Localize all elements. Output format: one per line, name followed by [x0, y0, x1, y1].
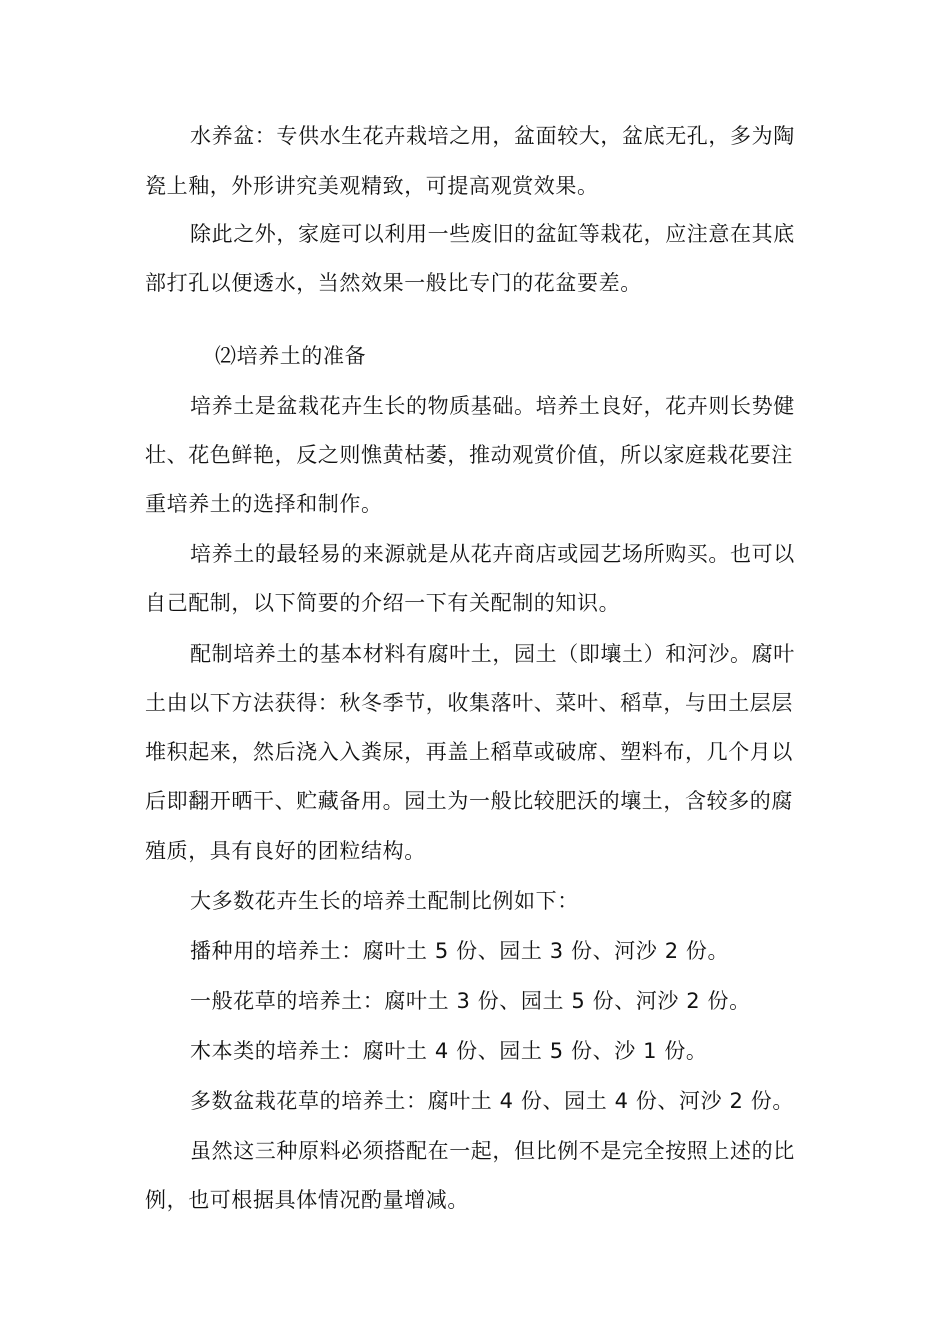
paragraph-line: 部打孔以便透水，当然效果一般比专门的花盆要差。	[145, 271, 642, 295]
paragraph-line: 殖质，具有良好的团粒结构。	[145, 839, 426, 863]
recipe-line: 一般花草的培养土：腐叶土 3 份、园土 5 份、河沙 2 份。	[190, 989, 751, 1013]
paragraph-line: 后即翻开晒干、贮藏备用。园土为一般比较肥沃的壤土，含较多的腐	[145, 789, 793, 813]
recipe-line: 播种用的培养土：腐叶土 5 份、园土 3 份、河沙 2 份。	[190, 939, 730, 963]
section-heading: ⑵培养土的准备	[215, 344, 367, 368]
paragraph-line: 自己配制，以下简要的介绍一下有关配制的知识。	[145, 591, 621, 615]
paragraph-line: 配制培养土的基本材料有腐叶土，园土（即壤土）和河沙。腐叶	[190, 642, 795, 666]
paragraph-line: 例，也可根据具体情况酌量增减。	[145, 1188, 469, 1212]
paragraph-line: 培养土是盆栽花卉生长的物质基础。培养土良好，花卉则长势健	[190, 394, 795, 418]
paragraph-line: 大多数花卉生长的培养土配制比例如下：	[190, 889, 579, 913]
paragraph-line: 瓷上釉，外形讲究美观精致，可提高观赏效果。	[145, 174, 599, 198]
paragraph-line: 培养土的最轻易的来源就是从花卉商店或园艺场所购买。也可以	[190, 542, 795, 566]
paragraph-line: 壮、花色鲜艳，反之则憔黄枯萎，推动观赏价值，所以家庭栽花要注	[145, 443, 793, 467]
recipe-line: 多数盆栽花草的培养土：腐叶土 4 份、园土 4 份、河沙 2 份。	[190, 1089, 794, 1113]
paragraph-line: 堆积起来，然后浇入入粪尿，再盖上稻草或破席、塑料布，几个月以	[145, 740, 793, 764]
paragraph-line: 除此之外，家庭可以利用一些废旧的盆缸等栽花，应注意在其底	[190, 222, 795, 246]
recipe-line: 木本类的培养土：腐叶土 4 份、园土 5 份、沙 1 份。	[190, 1039, 708, 1063]
paragraph-line: 土由以下方法获得：秋冬季节，收集落叶、菜叶、稻草，与田土层层	[145, 691, 793, 715]
paragraph-line: 虽然这三种原料必须搭配在一起，但比例不是完全按照上述的比	[190, 1139, 795, 1163]
paragraph-line: 重培养土的选择和制作。	[145, 492, 383, 516]
paragraph-line: 水养盆：专供水生花卉栽培之用，盆面较大，盆底无孔，多为陶	[190, 124, 795, 148]
